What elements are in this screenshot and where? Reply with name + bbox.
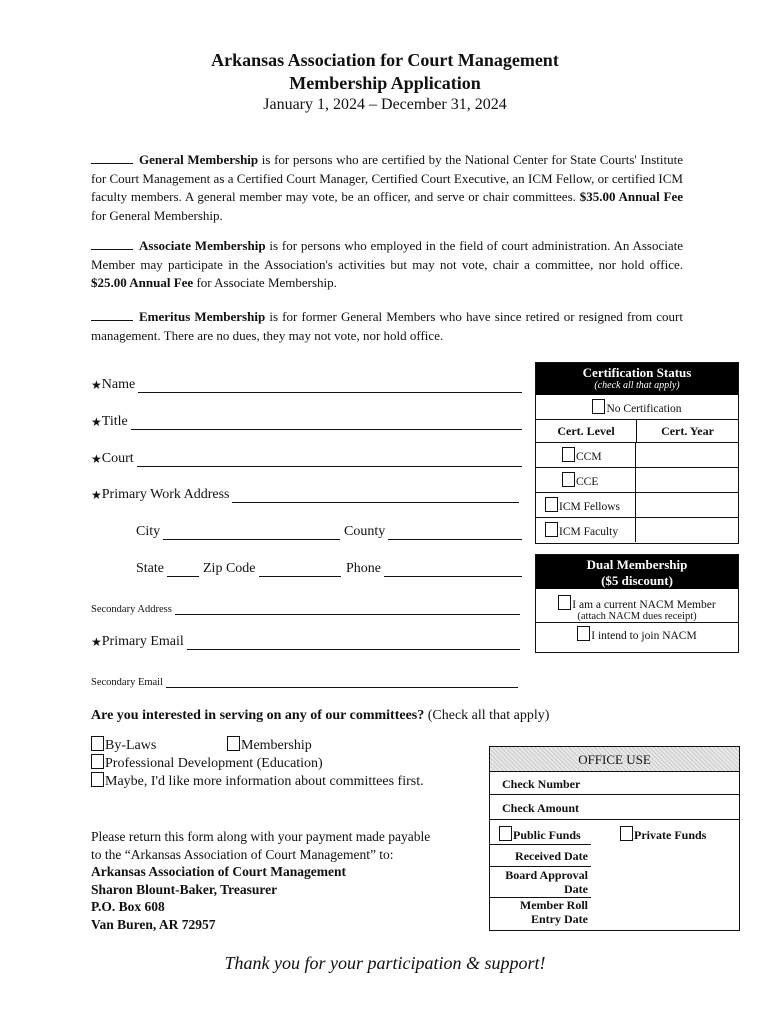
committee-option-professional-development[interactable]	[91, 754, 323, 772]
membership-text: for Associate Membership.	[196, 275, 337, 290]
secondary-address-input-line[interactable]	[175, 600, 520, 615]
committee-option-bylaws[interactable]	[91, 736, 156, 754]
return-person: Sharon Blount-Baker, Treasurer	[91, 881, 278, 897]
field-label: Primary Email	[101, 634, 184, 649]
checkbox[interactable]	[592, 399, 605, 414]
dual-membership-header	[536, 555, 738, 589]
state-field[interactable]	[136, 561, 199, 577]
associate-membership-paragraph	[91, 237, 683, 293]
name-field[interactable]	[91, 377, 522, 393]
membership-text: is for persons who employed in the field of court administration. An Associate Member may participate in the Association's activities but may not vote, chair a committee, nor hold office.	[91, 238, 683, 272]
private-funds-option[interactable]	[620, 826, 706, 843]
dual-discount: ($5 discount)	[601, 573, 673, 588]
emeritus-membership-blank[interactable]	[91, 309, 133, 321]
office-use-header: OFFICE USE	[490, 747, 739, 772]
title-field[interactable]	[91, 414, 522, 430]
public-funds-option[interactable]	[499, 826, 581, 843]
city-field[interactable]	[136, 524, 340, 540]
checkbox[interactable]	[577, 626, 590, 641]
zip-input-line[interactable]	[259, 562, 342, 577]
cert-level-icm-fellows[interactable]	[536, 493, 636, 517]
option-label: Membership	[241, 738, 312, 753]
option-label: By-Laws	[105, 738, 157, 753]
return-line: Please return this form along with your payment made payable	[91, 829, 431, 844]
checkbox[interactable]	[545, 497, 558, 512]
field-label: Zip Code	[203, 561, 256, 576]
primary-email-field[interactable]	[91, 634, 520, 650]
county-input-line[interactable]	[388, 525, 522, 540]
cert-row-cce	[536, 467, 738, 492]
checkbox[interactable]	[545, 522, 558, 537]
checkbox[interactable]	[499, 826, 512, 841]
option-label: No Certification	[606, 403, 682, 415]
field-label: City	[136, 524, 161, 539]
secondary-address-field[interactable]	[91, 600, 520, 615]
secondary-email-input-line[interactable]	[166, 673, 518, 688]
membership-text: is for persons who are certified by the National Center for State Courts' Institute for Court Management as a Certified Court Manager, Certified Court Executive, an ICM Fellow, or certified ICM faculty members. A general member may vote, be an officer, and serve or chair committees.	[91, 152, 683, 204]
cert-year-input[interactable]	[636, 443, 738, 467]
required-star-icon: ★	[91, 378, 102, 392]
thank-you-footer: Thank you for your participation & support!	[224, 953, 546, 973]
general-membership-paragraph	[91, 151, 683, 225]
checkbox[interactable]	[227, 736, 240, 751]
return-city: Van Buren, AR 72957	[91, 916, 216, 932]
label-line: Entry Date	[531, 912, 588, 926]
checkbox[interactable]	[91, 754, 104, 769]
required-star-icon: ★	[91, 415, 102, 429]
field-label: County	[344, 524, 386, 539]
state-input-line[interactable]	[167, 562, 199, 577]
membership-name: Emeritus Membership	[139, 309, 266, 324]
membership-fee: $35.00 Annual Fee	[579, 189, 683, 204]
label-line: Date	[564, 882, 588, 896]
cert-level-header: Cert. Level	[536, 420, 637, 442]
member-roll-label	[490, 898, 588, 926]
zip-field[interactable]	[203, 561, 341, 577]
cert-level-icm-faculty[interactable]	[536, 518, 636, 542]
title-input-line[interactable]	[131, 415, 522, 430]
cert-row-ccm	[536, 442, 738, 467]
return-org: Arkansas Association of Court Management	[91, 864, 346, 879]
dual-membership-box	[535, 554, 739, 653]
committees-question	[91, 708, 549, 724]
required-star-icon: ★	[91, 452, 102, 466]
phone-field[interactable]	[346, 561, 522, 577]
return-po-box: P.O. Box 608	[91, 899, 165, 914]
option-label: CCM	[576, 451, 602, 463]
current-nacm-option[interactable]	[536, 589, 738, 611]
court-field[interactable]	[91, 451, 522, 467]
join-nacm-option[interactable]	[536, 622, 738, 644]
field-label: Court	[101, 451, 134, 466]
city-input-line[interactable]	[163, 525, 340, 540]
certification-title: Certification Status	[582, 365, 692, 380]
check-number-label: Check Number	[502, 777, 581, 791]
dual-title: Dual Membership	[586, 557, 688, 572]
cert-row-icm-fellows	[536, 492, 738, 517]
general-membership-blank[interactable]	[91, 152, 133, 164]
field-label: State	[136, 561, 164, 576]
cert-year-input[interactable]	[636, 468, 738, 492]
required-star-icon: ★	[91, 488, 102, 502]
option-label: I intend to join NACM	[591, 630, 697, 642]
board-approval-label	[490, 868, 588, 896]
no-certification-option[interactable]	[536, 395, 738, 419]
field-label: Primary Work Address	[101, 487, 230, 502]
committees-hint: (Check all that apply)	[427, 708, 550, 723]
checkbox[interactable]	[558, 595, 571, 610]
field-label: Name	[101, 377, 136, 392]
field-label: Phone	[346, 561, 381, 576]
current-nacm-note: (attach NACM dues receipt)	[577, 611, 697, 622]
option-label: CCE	[576, 476, 599, 488]
field-label: Secondary Address	[91, 604, 172, 615]
associate-membership-blank[interactable]	[91, 238, 133, 250]
date-range: January 1, 2024 – December 31, 2024	[263, 96, 507, 113]
cert-level-ccm[interactable]	[536, 443, 636, 467]
name-input-line[interactable]	[138, 378, 522, 393]
option-label: Private Funds	[634, 828, 707, 842]
membership-name: General Membership	[139, 152, 259, 167]
divider	[490, 866, 591, 867]
committee-option-membership[interactable]	[227, 736, 312, 754]
primary-work-address-field[interactable]	[91, 487, 519, 503]
field-label: Secondary Email	[91, 677, 164, 688]
emeritus-membership-paragraph	[91, 308, 683, 345]
cert-level-cce[interactable]	[536, 468, 636, 492]
option-label: ICM Fellows	[559, 501, 621, 513]
phone-input-line[interactable]	[384, 562, 522, 577]
committees-question-text: Are you interested in serving on any of our committees?	[91, 708, 425, 723]
county-field[interactable]	[344, 524, 522, 540]
certification-status-box	[535, 362, 739, 544]
committee-option-more-info[interactable]	[91, 772, 424, 790]
page-title: Arkansas Association for Court Management	[211, 50, 559, 70]
label-line: Member Roll	[519, 898, 588, 912]
check-amount-label: Check Amount	[502, 801, 580, 815]
secondary-email-field[interactable]	[91, 673, 518, 688]
divider	[490, 844, 591, 845]
cert-year-input[interactable]	[636, 518, 738, 542]
certification-header	[536, 363, 738, 395]
cert-row-icm-faculty	[536, 517, 738, 542]
option-label: Professional Development (Education)	[105, 756, 323, 771]
cert-year-input[interactable]	[636, 493, 738, 517]
checkbox[interactable]	[91, 736, 104, 751]
required-star-icon: ★	[91, 635, 102, 649]
option-label: Public Funds	[513, 828, 581, 842]
office-use-box	[489, 746, 740, 931]
membership-name: Associate Membership	[139, 238, 266, 253]
label-line: Board Approval	[505, 868, 588, 882]
option-label: I am a current NACM Member	[572, 599, 716, 611]
membership-text: for General Membership.	[91, 207, 223, 223]
address-input-line[interactable]	[232, 488, 519, 503]
received-date-label: Received Date	[515, 849, 588, 863]
checkbox[interactable]	[562, 472, 575, 487]
court-input-line[interactable]	[137, 452, 522, 467]
membership-text: is for former General Members who have since retired or resigned from court management. There are no dues, they may not vote, nor hold office.	[91, 309, 684, 343]
return-line: to the “Arkansas Association of Court Management” to:	[91, 846, 394, 862]
certification-columns	[536, 419, 738, 442]
field-label: Title	[101, 414, 128, 429]
return-instructions	[91, 828, 430, 933]
primary-email-input-line[interactable]	[187, 635, 520, 650]
checkbox[interactable]	[91, 772, 104, 787]
checkbox[interactable]	[562, 447, 575, 462]
divider	[490, 794, 739, 795]
option-label: ICM Faculty	[559, 526, 619, 538]
cert-year-header: Cert. Year	[661, 424, 714, 438]
checkbox[interactable]	[620, 826, 633, 841]
certification-subtitle: (check all that apply)	[594, 380, 680, 391]
option-label: Maybe, I'd like more information about committees first.	[105, 774, 424, 789]
divider	[490, 819, 739, 820]
membership-fee: $25.00 Annual Fee	[91, 275, 194, 290]
page-subtitle: Membership Application	[289, 73, 481, 93]
